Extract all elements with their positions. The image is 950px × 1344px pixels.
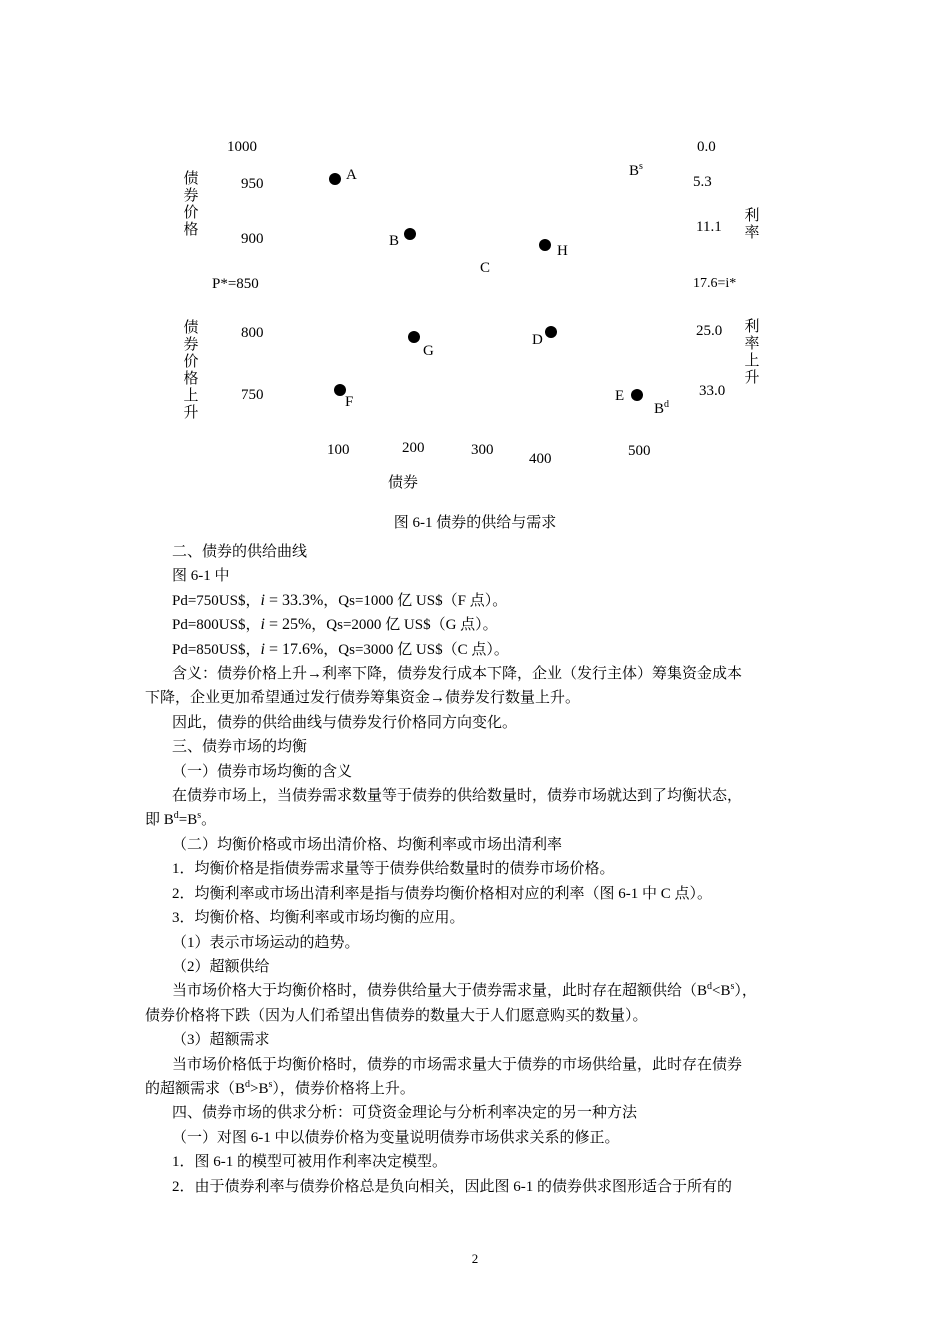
point-e-marker	[631, 389, 643, 401]
point-a-marker	[329, 173, 341, 185]
formula-line: Pd=850US$，i = 17.6%，Qs=3000 亿 US$（C 点）。	[172, 640, 509, 658]
paragraph-line: 含义：债券价格上升→利率下降，债券发行成本下降，企业（发行主体）筹集资金成本	[172, 666, 743, 683]
price-tick: 900	[241, 231, 264, 247]
rate-tick: 25.0	[696, 323, 723, 339]
section-heading: 二、债券的供给曲线	[172, 544, 308, 560]
subsection-heading: （二）均衡价格或市场出清价格、均衡利率或市场出清利率	[172, 836, 563, 853]
quantity-tick: 300	[471, 442, 494, 458]
page-number: 2	[471, 1251, 479, 1266]
price-tick: P*=850	[212, 276, 259, 292]
paragraph-line: 即 $B^d=B^s$。	[145, 810, 217, 829]
list-item: 1．均衡价格是指债券需求量等于债券供给数量时的债券市场价格。	[172, 861, 615, 878]
figure-6-1	[0, 0, 950, 540]
point-d-marker	[545, 326, 557, 338]
point-f-label: F	[345, 394, 354, 410]
quantity-tick: 400	[529, 451, 552, 467]
paragraph-line: 债券价格将下跌（因为人们希望出售债券的数量大于人们愿意购买的数量）。	[145, 1007, 648, 1024]
point-e-label: E	[615, 388, 625, 404]
rate-tick: 0.0	[697, 139, 716, 155]
list-item: 2．均衡利率或市场出清利率是指与债券均衡价格相对应的利率（图 6-1 中 C 点）。	[172, 885, 713, 902]
price-tick: 800	[241, 325, 264, 341]
subsection-heading: （一）债券市场均衡的含义	[172, 763, 353, 780]
right-axis-label-rate-rise: 利率上升	[744, 319, 760, 386]
point-g-label: G	[423, 343, 434, 359]
point-c-label: C	[480, 260, 491, 276]
rate-tick: 33.0	[699, 383, 726, 399]
paragraph: 图 6-1 中	[172, 568, 230, 585]
rate-tick: 11.1	[696, 219, 722, 235]
section-heading: 三、债券市场的均衡	[172, 739, 308, 756]
quantity-tick: 200	[402, 440, 425, 456]
price-tick: 1000	[227, 139, 257, 155]
point-g-marker	[408, 331, 420, 343]
point-h-marker	[539, 239, 551, 251]
left-axis-label-price: 债券价格	[183, 171, 199, 238]
section-heading: 四、债券市场的供求分析：可贷资金理论与分析利率决定的另一种方法	[172, 1105, 638, 1122]
list-item: （1）表示市场运动的趋势。	[172, 934, 360, 951]
figure-caption: 图 6-1 债券的供给与需求	[393, 515, 557, 531]
formula-line: Pd=750US$，i = 33.3%，Qs=1000 亿 US$（F 点）。	[172, 591, 508, 609]
list-item: （3）超额需求	[172, 1032, 270, 1049]
list-item: 1．图 6-1 的模型可被用作利率决定模型。	[172, 1154, 447, 1171]
price-tick: 750	[241, 387, 264, 403]
point-d-label: D	[532, 332, 543, 348]
paragraph-line: 下降，企业更加希望通过发行债券筹集资金→债券发行数量上升。	[145, 690, 581, 707]
subsection-heading: （一）对图 6-1 中以债券价格为变量说明债券市场供求关系的修正。	[172, 1129, 620, 1146]
supply-curve-label: $B^s$	[629, 161, 643, 179]
paragraph-line: 当市场价格大于均衡价格时，债券供给量大于债券需求量，此时存在超额供给$(B^d<B^s)$，	[172, 981, 757, 1000]
paragraph-line: 在债券市场上，当债券需求数量等于债券的供给数量时，债券市场就达到了均衡状态，	[172, 788, 743, 805]
demand-curve-label: $B^d$	[654, 399, 670, 417]
price-tick: 950	[241, 176, 264, 192]
list-item: （2）超额供给	[172, 958, 270, 975]
body-text	[145, 540, 808, 1199]
left-axis-label-price-rise: 债券价格上升	[183, 320, 199, 421]
point-h-label: H	[557, 243, 568, 259]
paragraph-line: 当市场价格低于均衡价格时，债券的市场需求量大于债券的市场供给量，此时存在债券	[172, 1056, 743, 1073]
point-b-label: B	[389, 233, 400, 249]
quantity-tick: 500	[628, 443, 651, 459]
quantity-tick: 100	[327, 442, 350, 458]
point-a-label: A	[346, 167, 357, 183]
formula-line: Pd=800US$，i = 25%，Qs=2000 亿 US$（G 点）。	[172, 616, 498, 634]
paragraph-line: 的超额需求$(B^d>B^s)$，债券价格将上升。	[145, 1078, 415, 1097]
rate-tick: 5.3	[693, 174, 712, 190]
point-b-marker	[404, 228, 416, 240]
list-item: 3．均衡价格、均衡利率或市场均衡的应用。	[172, 910, 465, 927]
list-item: 2．由于债券利率与债券价格总是负向相关，因此图 6-1 的债券供求图形适合于所有的	[172, 1178, 732, 1195]
right-axis-label-rate: 利率	[744, 208, 760, 241]
rate-tick: 17.6=i*	[693, 276, 737, 291]
paragraph: 因此，债券的供给曲线与债券发行价格同方向变化。	[172, 714, 518, 731]
x-axis-label: 债券	[388, 475, 419, 491]
